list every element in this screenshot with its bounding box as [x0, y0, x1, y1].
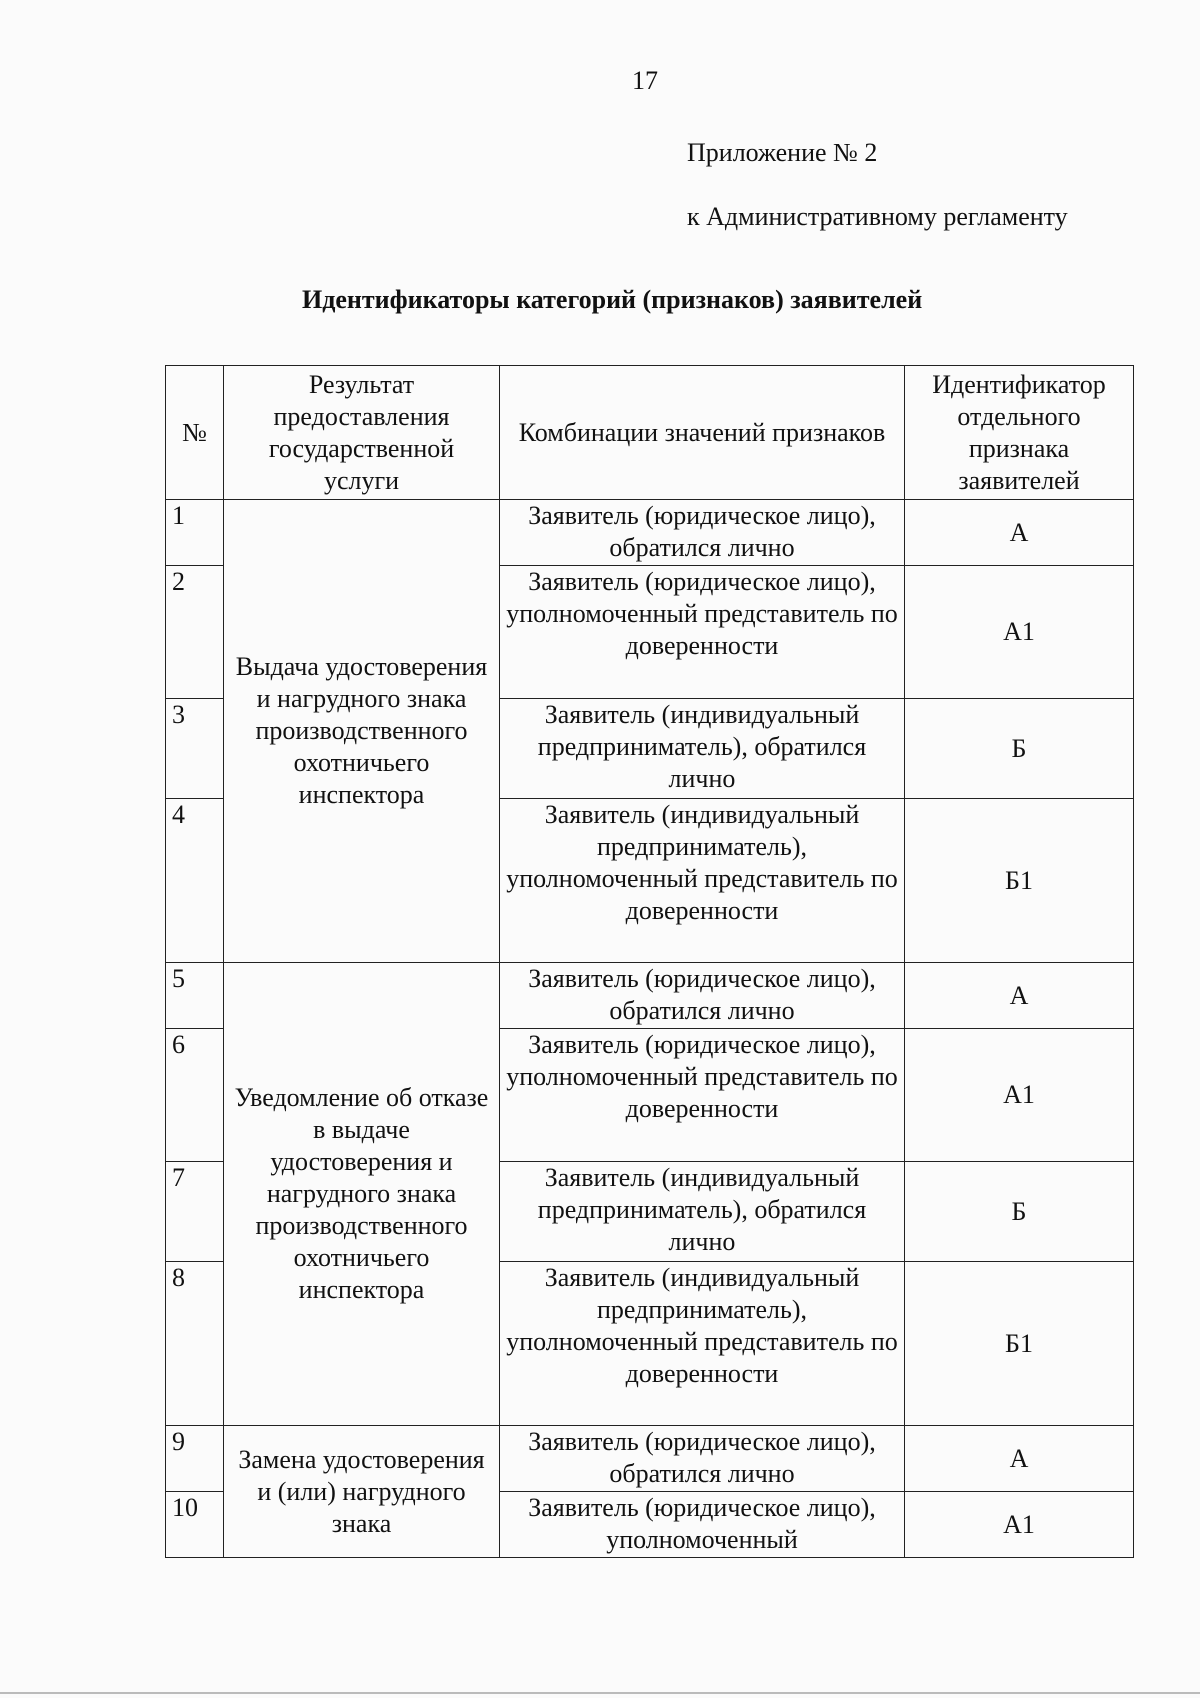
- result-cell: Уведомление об отказе в выдаче удостоверения и нагрудного знака производственного охотничьего инспектора: [224, 963, 500, 1426]
- combination-cell: Заявитель (юридическое лицо), обратился лично: [500, 1426, 905, 1492]
- page-number: 17: [632, 66, 658, 95]
- identifier-cell: А1: [905, 1029, 1134, 1162]
- result-cell: Замена удостоверения и (или) нагрудного знака: [224, 1426, 500, 1558]
- header-combinations: Комбинации значений признаков: [500, 366, 905, 500]
- identifier-cell: А1: [905, 1492, 1134, 1558]
- identifier-cell: Б: [905, 699, 1134, 799]
- table-row: [166, 963, 1134, 1029]
- combination-cell: Заявитель (юридическое лицо), уполномоченный представитель по доверенности: [500, 1029, 905, 1162]
- table-header-row: [166, 366, 1134, 500]
- row-number: 3: [166, 699, 224, 799]
- identifier-cell: Б1: [905, 799, 1134, 963]
- combination-cell: Заявитель (юридическое лицо), уполномоченный: [500, 1492, 905, 1558]
- identifier-cell: А: [905, 1426, 1134, 1492]
- appendix-title: Приложение № 2: [687, 138, 878, 167]
- row-number: 9: [166, 1426, 224, 1492]
- identifier-cell: А1: [905, 566, 1134, 699]
- identifier-cell: Б: [905, 1162, 1134, 1262]
- combination-cell: Заявитель (юридическое лицо), обратился лично: [500, 500, 905, 566]
- page-bottom-edge: [0, 1692, 1200, 1694]
- header-no: №: [166, 366, 224, 500]
- combination-cell: Заявитель (индивидуальный предприниматель), уполномоченный представитель по доверенности: [500, 1262, 905, 1426]
- combination-cell: Заявитель (индивидуальный предприниматель), уполномоченный представитель по доверенности: [500, 799, 905, 963]
- result-cell: Выдача удостоверения и нагрудного знака производственного охотничьего инспектора: [224, 500, 500, 963]
- header-identifier: Идентификатор отдельного признака заявителей: [905, 366, 1134, 500]
- identifier-cell: Б1: [905, 1262, 1134, 1426]
- row-number: 10: [166, 1492, 224, 1558]
- identifiers-table: [165, 365, 1134, 1558]
- row-number: 1: [166, 500, 224, 566]
- identifier-cell: А: [905, 963, 1134, 1029]
- combination-cell: Заявитель (индивидуальный предприниматель), обратился лично: [500, 699, 905, 799]
- table-row: [166, 1426, 1134, 1492]
- row-number: 5: [166, 963, 224, 1029]
- identifier-cell: А: [905, 500, 1134, 566]
- row-number: 4: [166, 799, 224, 963]
- combination-cell: Заявитель (юридическое лицо), уполномоченный представитель по доверенности: [500, 566, 905, 699]
- appendix-subtitle: к Административному регламенту: [687, 202, 1068, 231]
- row-number: 8: [166, 1262, 224, 1426]
- row-number: 6: [166, 1029, 224, 1162]
- document-title: Идентификаторы категорий (признаков) заявителей: [302, 285, 923, 314]
- combination-cell: Заявитель (индивидуальный предприниматель), обратился лично: [500, 1162, 905, 1262]
- combination-cell: Заявитель (юридическое лицо), обратился лично: [500, 963, 905, 1029]
- row-number: 2: [166, 566, 224, 699]
- header-result: Результат предоставления государственной услуги: [224, 366, 500, 500]
- table-row: [166, 500, 1134, 566]
- row-number: 7: [166, 1162, 224, 1262]
